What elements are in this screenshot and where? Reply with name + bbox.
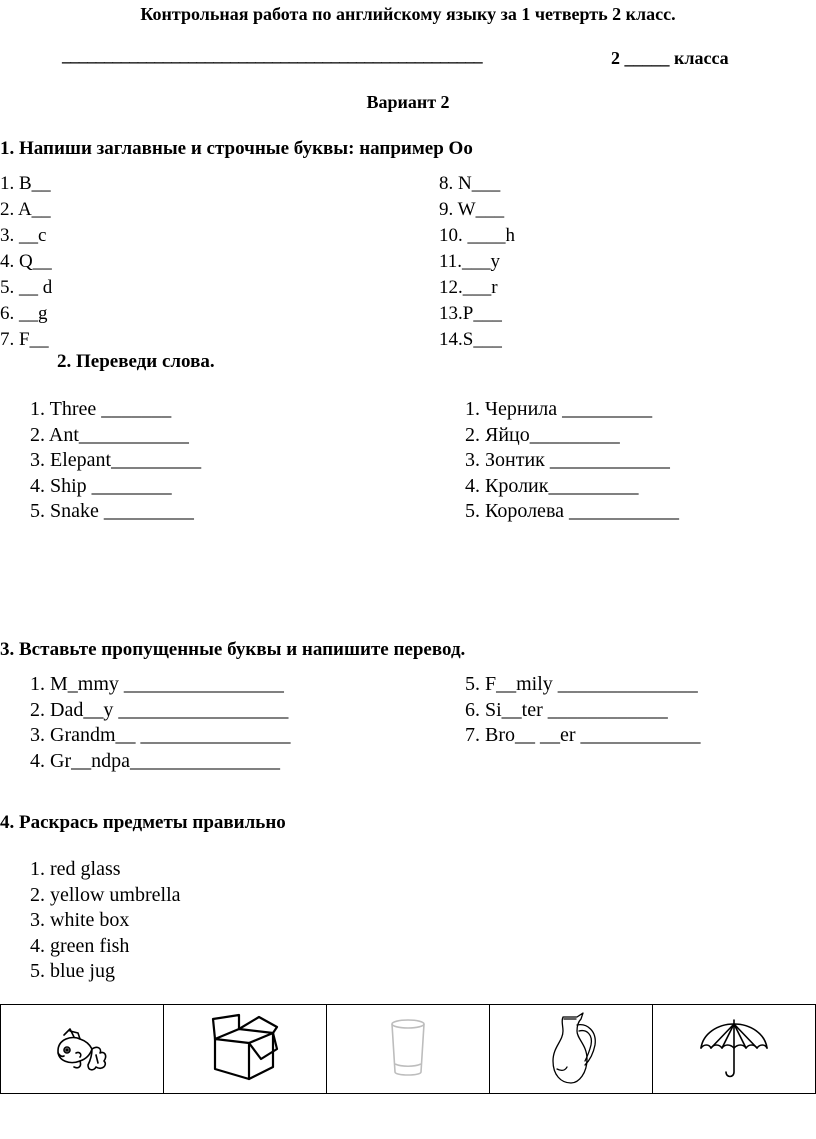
task2-right-list	[465, 397, 679, 525]
list-item: 12.___r	[439, 277, 498, 298]
list-item: 5. F__mily ______________	[465, 673, 698, 695]
list-item: 4. green fish	[30, 934, 130, 957]
variant-label: Вариант 2	[366, 92, 450, 112]
picture-cell-fish	[1, 1005, 164, 1094]
list-item: 2. yellow umbrella	[30, 883, 181, 906]
glass-icon	[388, 1018, 428, 1080]
list-item: 3. Зонтик ____________	[465, 449, 670, 472]
list-item: 1. M_mmy ________________	[30, 673, 284, 695]
list-item: 1. red glass	[30, 858, 121, 880]
task1-right-list	[439, 171, 515, 353]
list-item: 8. N___	[439, 173, 501, 194]
list-item: 4. Gr__ndpa_______________	[30, 749, 280, 772]
picture-cell-box	[164, 1005, 327, 1094]
task4-list	[30, 857, 181, 985]
picture-cell-umbrella	[653, 1005, 816, 1094]
jug-icon	[543, 1011, 599, 1087]
picture-cell-glass	[327, 1005, 490, 1094]
list-item: 3. __c	[0, 225, 47, 246]
task2-left-list	[30, 397, 201, 525]
fish-icon	[50, 1023, 114, 1075]
list-item: 5. Snake _________	[30, 500, 194, 523]
task3-left-list	[30, 672, 291, 774]
list-item: 4. Ship ________	[30, 474, 172, 497]
list-item: 3. Elepant_________	[30, 449, 202, 472]
task1-left-list	[0, 171, 52, 353]
task3-heading: 3. Вставьте пропущенные буквы и напишите перевод.	[0, 639, 466, 660]
list-item: 7. Bro__ __er ____________	[465, 724, 701, 747]
list-item: 10. ____h	[439, 225, 515, 246]
umbrella-icon	[697, 1018, 771, 1080]
list-item: 9. W___	[439, 199, 505, 220]
list-item: 6. __g	[0, 303, 48, 324]
page-title: Контрольная работа по английскому языку за 1 четверть 2 класс.	[140, 4, 676, 24]
list-item: 2. Ant___________	[30, 423, 189, 446]
list-item: 4. Q__	[0, 251, 52, 272]
grade-label: 2 _____ класса	[611, 48, 729, 68]
list-item: 4. Кролик_________	[465, 474, 639, 497]
list-item: 14.S___	[439, 329, 502, 350]
list-item: 2. Яйцо_________	[465, 423, 620, 446]
box-icon	[209, 1013, 281, 1085]
list-item: 5. __ d	[0, 277, 53, 298]
task4-heading: 4. Раскрась предметы правильно	[0, 812, 286, 833]
list-item: 3. white box	[30, 909, 130, 932]
task2-heading: 2. Переведи слова.	[57, 351, 215, 372]
list-item: 13.P___	[439, 303, 502, 324]
picture-cell-jug	[490, 1005, 653, 1094]
task3-right-list	[465, 672, 701, 749]
pictures-table	[0, 1004, 816, 1094]
list-item: 3. Grandm__ _______________	[30, 724, 291, 747]
list-item: 2. A__	[0, 199, 51, 220]
list-item: 7. F__	[0, 329, 49, 350]
list-item: 2. Dad__y _________________	[30, 698, 289, 721]
list-item: 5. Королева ___________	[465, 500, 679, 523]
list-item: 1. B__	[0, 173, 51, 194]
list-item: 6. Si__ter ____________	[465, 698, 668, 721]
list-item: 1. Three _______	[30, 398, 172, 420]
list-item: 1. Чернила _________	[465, 398, 653, 420]
list-item: 5. blue jug	[30, 960, 115, 983]
list-item: 11.___y	[439, 251, 501, 272]
task1-heading: 1. Напиши заглавные и строчные буквы: например Оо	[0, 138, 473, 159]
name-line: __________________________________________________	[62, 45, 483, 65]
